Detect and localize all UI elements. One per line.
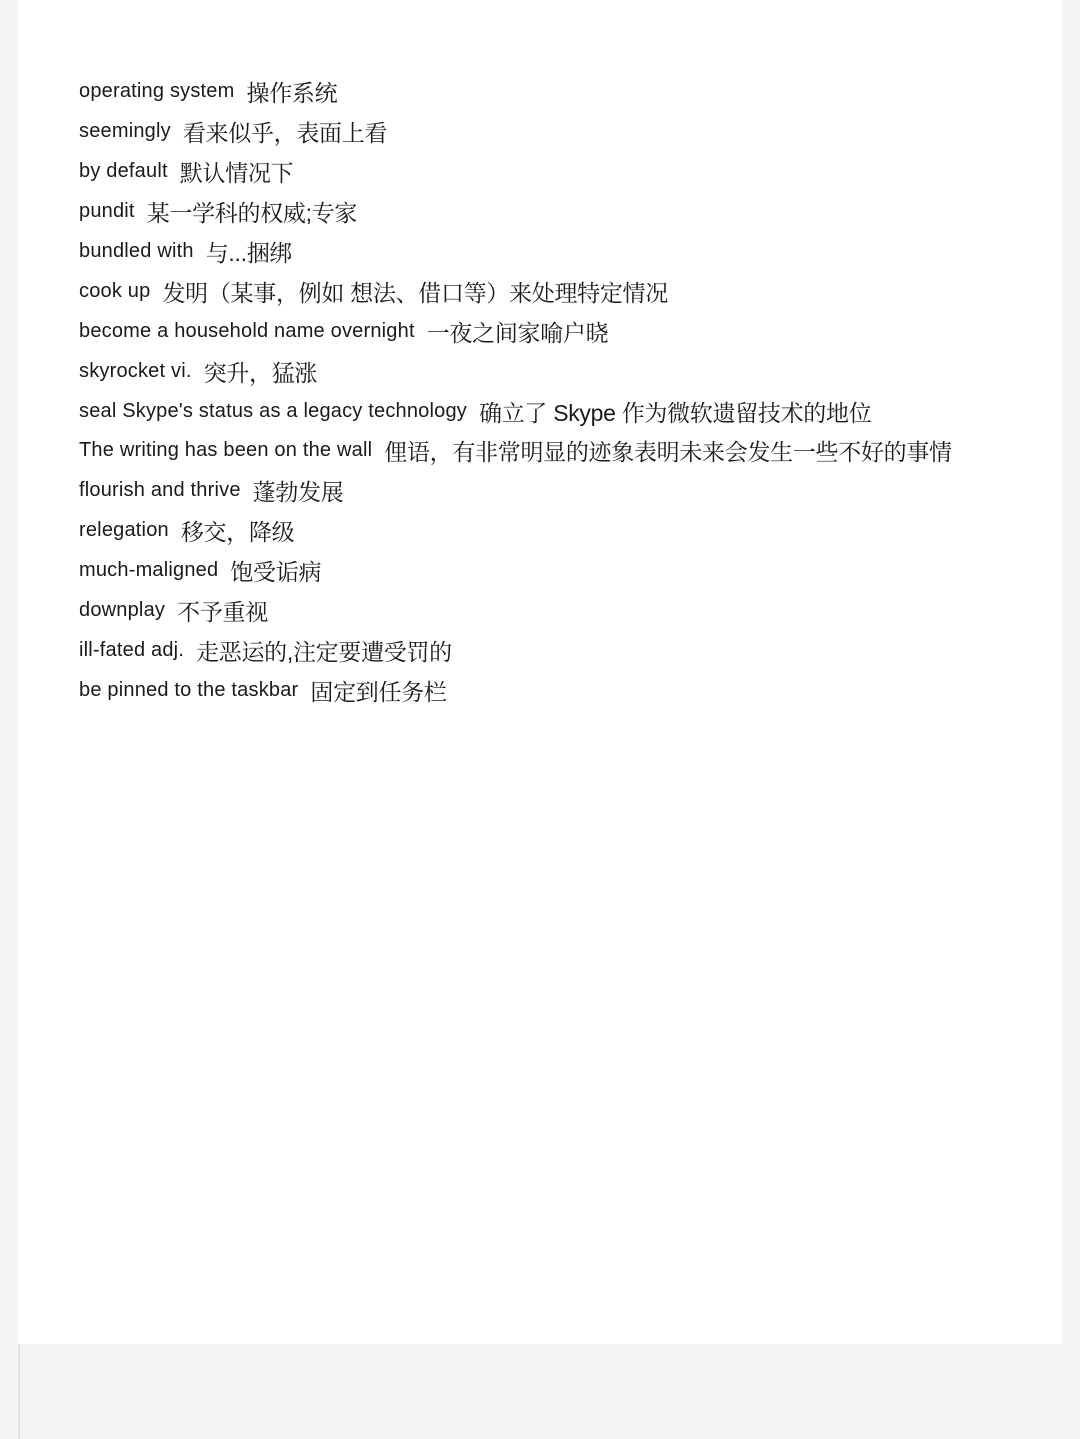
entry-term: become a household name overnight bbox=[79, 319, 415, 342]
page-gap bbox=[18, 1344, 1062, 1439]
entry-meaning: 突升，猛涨 bbox=[203, 359, 318, 386]
entry-meaning: 固定到任务栏 bbox=[310, 678, 447, 705]
vocabulary-entry bbox=[79, 670, 952, 710]
entry-term: The writing has been on the wall bbox=[79, 439, 373, 462]
entry-meaning: 与...捆绑 bbox=[205, 240, 293, 266]
vocabulary-entry bbox=[79, 551, 952, 591]
entry-term: pundit bbox=[79, 200, 135, 223]
entry-term: seal Skype's status as a legacy technology bbox=[79, 399, 467, 422]
vocabulary-entry bbox=[79, 152, 952, 192]
vocabulary-entry bbox=[79, 232, 952, 272]
entry-meaning: 移交，降级 bbox=[180, 519, 295, 546]
entry-term: by default bbox=[79, 160, 168, 183]
entry-term: ill-fated adj. bbox=[79, 638, 185, 661]
entry-meaning: 俚语，有非常明显的迹象表明未来会发生一些不好的事情 bbox=[384, 439, 952, 466]
entry-term: relegation bbox=[79, 519, 169, 542]
entry-term: much-maligned bbox=[79, 559, 219, 582]
entry-meaning: 饱受诟病 bbox=[230, 559, 322, 586]
entry-term: bundled with bbox=[79, 240, 194, 262]
vocabulary-entry bbox=[79, 591, 952, 631]
entry-meaning: 默认情况下 bbox=[179, 160, 294, 187]
entry-meaning: 操作系统 bbox=[246, 80, 338, 107]
vocabulary-entry bbox=[79, 72, 952, 112]
entry-meaning: 一夜之间家喻户晓 bbox=[426, 319, 609, 346]
vocabulary-entry bbox=[79, 311, 952, 351]
vocabulary-entry bbox=[79, 391, 952, 431]
vocabulary-entry bbox=[79, 431, 952, 471]
vocabulary-entry bbox=[79, 511, 952, 551]
entry-term: skyrocket vi. bbox=[79, 359, 192, 382]
entry-term: be pinned to the taskbar bbox=[79, 678, 299, 701]
vocabulary-list bbox=[79, 72, 952, 710]
entry-meaning: 蓬勃发展 bbox=[252, 479, 344, 506]
entry-meaning: 发明（某事，例如 想法、借口等）来处理特定情况 bbox=[162, 279, 668, 306]
vocabulary-entry bbox=[79, 471, 952, 511]
entry-meaning: 某一学科的权威;专家 bbox=[146, 200, 358, 227]
document-page bbox=[18, 0, 1062, 1344]
entry-meaning: 看来似乎，表面上看 bbox=[182, 120, 388, 147]
vocabulary-entry bbox=[79, 192, 952, 232]
entry-term: downplay bbox=[79, 599, 166, 622]
entry-meaning: 走恶运的,注定要遭受罚的 bbox=[196, 638, 452, 665]
entry-term: seemingly bbox=[79, 120, 171, 143]
entry-term: cook up bbox=[79, 279, 151, 302]
entry-meaning: 不予重视 bbox=[177, 599, 268, 626]
vocabulary-entry bbox=[79, 271, 952, 311]
vocabulary-entry bbox=[79, 630, 952, 670]
vocabulary-entry bbox=[79, 112, 952, 152]
entry-term: flourish and thrive bbox=[79, 479, 241, 502]
entry-term: operating system bbox=[79, 80, 235, 103]
vocabulary-entry bbox=[79, 351, 952, 391]
entry-meaning: 确立了 Skype 作为微软遗留技术的地位 bbox=[479, 399, 872, 426]
